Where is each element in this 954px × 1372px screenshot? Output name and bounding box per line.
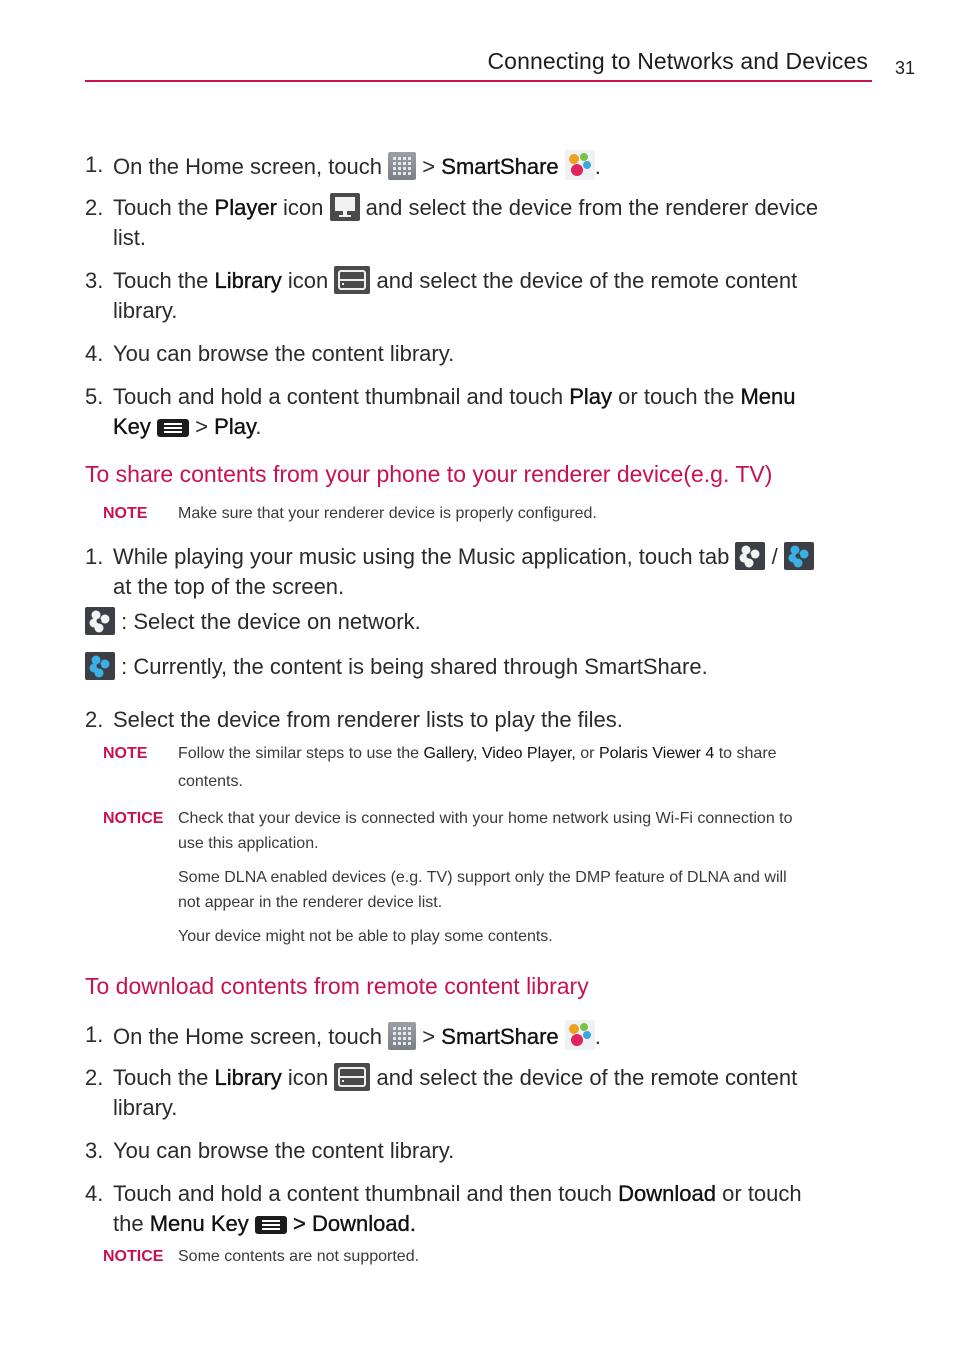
smartshare-icon	[565, 1020, 595, 1050]
smartshare-icon	[565, 150, 595, 180]
share-step-2: 2. Select the device from renderer lists to play the files.	[85, 707, 623, 732]
step-5: 5. Touch and hold a content thumbnail and touch Play or touch the Menu Key > Play.	[85, 384, 796, 439]
library-icon	[334, 266, 370, 294]
notice-label: NOTICE	[103, 1248, 164, 1265]
download-step-4: 4. Touch and hold a content thumbnail and then touch Download or touch the Menu Key > Download.	[85, 1181, 802, 1236]
network-sharing-icon	[784, 542, 814, 570]
apps-grid-icon	[388, 1022, 416, 1050]
step-4: 4. You can browse the content library.	[85, 341, 455, 366]
note-label: NOTE	[103, 505, 148, 522]
network-select-icon	[735, 542, 765, 570]
step-3: 3. Touch the Library icon and select the device of the remote content library.	[85, 268, 798, 323]
note-label: NOTE	[103, 745, 148, 762]
download-step-1: 1. On the Home screen, touch > SmartShare .	[85, 1022, 601, 1049]
step-1: 1. On the Home screen, touch > SmartShare .	[85, 152, 601, 179]
section-heading-share: To share contents from your phone to your renderer device(e.g. TV)	[85, 461, 773, 487]
header-divider	[85, 80, 872, 82]
notice-not-supported: NOTICE Some contents are not supported.	[103, 1244, 863, 1270]
notice-wifi: NOTICE Check that your device is connected with your home network using Wi-Fi connection to use this application. Some DLNA enabled devices (e.g. TV) support only the DMP feature of DLNA and will not appear in the renderer device list. Your device might not be able to play some contents.	[103, 806, 863, 949]
network-sharing-icon	[85, 652, 115, 680]
page-number: 31	[895, 58, 916, 78]
page-header	[85, 48, 872, 82]
smartshare-label: SmartShare	[441, 154, 559, 179]
legend-sharing: : Currently, the content is being shared through SmartShare.	[85, 652, 875, 682]
step-2: 2. Touch the Player icon and select the device from the renderer device list.	[85, 195, 819, 250]
menu-key-icon	[157, 419, 189, 437]
network-select-icon	[85, 607, 115, 635]
chapter-title: Connecting to Networks and Devices	[487, 48, 868, 74]
note-similar-steps: NOTE Follow the similar steps to use the Gallery, Video Player, or Polaris Viewer 4 to share contents.	[103, 741, 863, 797]
section-heading-download: To download contents from remote content library	[85, 973, 589, 999]
player-icon	[330, 193, 360, 221]
note-configured: NOTE Make sure that your renderer device is properly configured.	[103, 501, 863, 527]
download-step-3: 3. You can browse the content library.	[85, 1138, 455, 1163]
share-step-1: 1. While playing your music using the Music application, touch tab / at the top of the screen.	[85, 542, 875, 601]
apps-grid-icon	[388, 152, 416, 180]
library-icon	[334, 1063, 370, 1091]
notice-label: NOTICE	[103, 810, 164, 827]
download-step-2: 2. Touch the Library icon and select the device of the remote content library.	[85, 1065, 798, 1120]
menu-key-icon	[255, 1216, 287, 1234]
legend-select: : Select the device on network.	[85, 607, 875, 637]
